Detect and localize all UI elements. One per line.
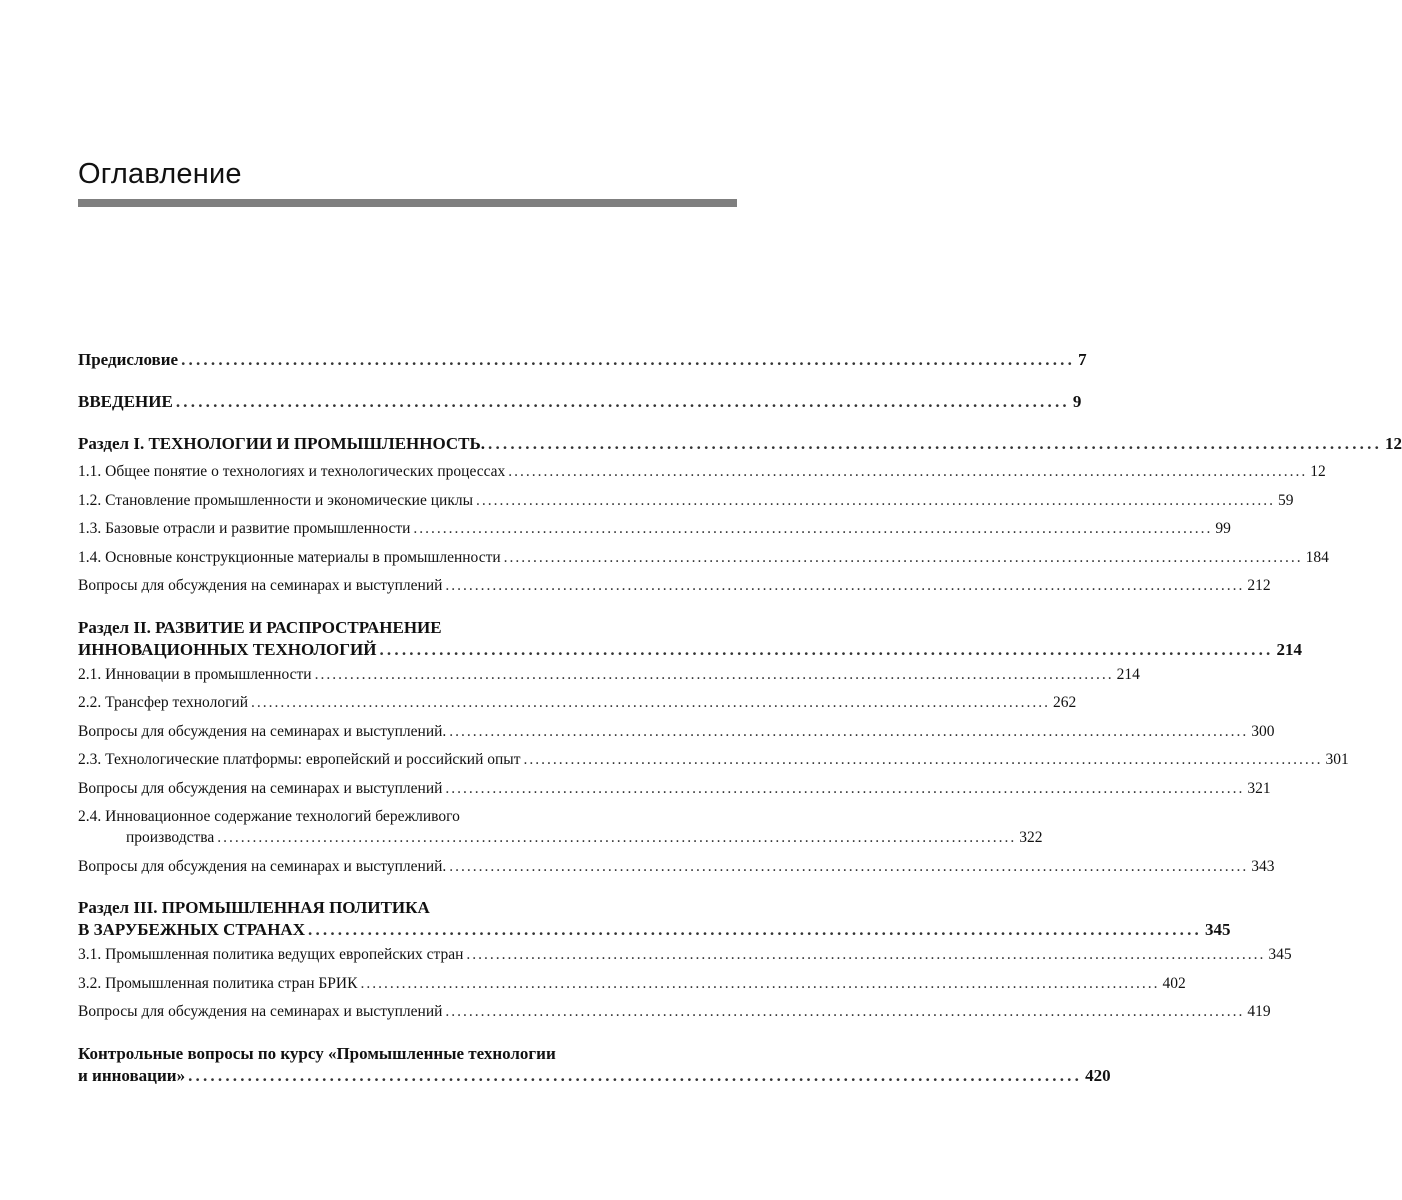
toc-entry-label: 1.2. Становление промышленности и экономические циклы (78, 491, 474, 509)
page-title: Оглавление (78, 158, 242, 190)
dot-leader: ........................................................................................................................................ (503, 548, 1303, 566)
toc-section-title-line: Раздел III. ПРОМЫШЛЕННАЯ ПОЛИТИКА (78, 898, 430, 917)
dot-leader: ........................................................................................................................................ (508, 463, 1308, 480)
toc-entry-label: 2.2. Трансфер технологий (78, 694, 249, 711)
toc-section-title-line: Раздел II. РАЗВИТИЕ И РАСПРОСТРАНЕНИЕ (78, 617, 442, 637)
toc-entry-label: 1.3. Базовые отрасли и развитие промышленности (78, 520, 411, 537)
toc-entry[interactable] (78, 491, 1294, 520)
toc-entry-label: 2.3. Технологические платформы: европейский и российский опыт (78, 751, 521, 768)
dot-leader: ........................................................................................................................ (181, 350, 1076, 369)
toc-entry[interactable] (78, 779, 1271, 808)
toc-entry-label: Раздел I. ТЕХНОЛОГИИ И ПРОМЫШЛЕННОСТЬ. (78, 434, 486, 453)
toc-page-number: 214 (1116, 665, 1140, 683)
toc-section-3[interactable] (78, 895, 1231, 945)
toc-entry-label: Вопросы для обсуждения на семинарах и выступлений (78, 577, 443, 594)
toc-section-title-line: ИННОВАЦИОННЫХ ТЕХНОЛОГИЙ (78, 639, 377, 659)
toc-entry-label: Вопросы для обсуждения на семинарах и выступлений. (78, 857, 447, 875)
toc-page-number: 262 (1053, 694, 1077, 711)
toc-entry[interactable] (78, 462, 1326, 491)
toc-entry-label: Вопросы для обсуждения на семинарах и выступлений (78, 1003, 443, 1020)
toc-section-2[interactable] (78, 615, 1302, 665)
toc-section-title-line: Контрольные вопросы по курсу «Промышленные технологии (78, 1043, 556, 1063)
toc-page-number: 345 (1268, 946, 1292, 963)
toc-section-title-line: и инновации» (78, 1065, 186, 1085)
dot-leader: ........................................................................................................................................ (466, 946, 1266, 963)
toc-entry-label: 1.1. Общее понятие о технологиях и технологических процессах (78, 463, 506, 480)
toc-page-number: 7 (1078, 350, 1087, 369)
toc-entry-label: Вопросы для обсуждения на семинарах и выступлений (78, 779, 443, 797)
toc-page-number: 214 (1276, 639, 1302, 659)
toc-page-number: 322 (1019, 829, 1043, 846)
toc-page-number: 402 (1162, 974, 1186, 992)
dot-leader: ........................................................................................................................................ (251, 694, 1051, 711)
toc-page-number: 345 (1205, 920, 1231, 939)
toc-entry[interactable] (78, 857, 1275, 886)
toc-page-number: 300 (1251, 722, 1275, 740)
toc-entry-label: ВВЕДЕНИЕ (78, 392, 173, 411)
toc-entry-label: 2.1. Инновации в промышленности (78, 665, 312, 683)
dot-leader: ........................................................................................................................ (188, 1065, 1083, 1085)
dot-leader: ........................................................................................................................ (488, 434, 1383, 453)
toc-entry[interactable] (78, 693, 1077, 722)
toc-entry[interactable] (78, 665, 1140, 694)
toc-entry[interactable] (78, 576, 1271, 605)
dot-leader: ........................................................................................................................................ (217, 829, 1017, 846)
dot-leader: ........................................................................................................................................ (449, 722, 1249, 740)
toc-entry-label-continued: производства (126, 829, 215, 846)
toc-page-number: 321 (1247, 779, 1271, 797)
dot-leader: ........................................................................................................................................ (360, 974, 1160, 992)
toc-entry-label: 3.1. Промышленная политика ведущих европейских стран (78, 946, 464, 963)
toc-page-number: 12 (1385, 434, 1402, 453)
toc-entry[interactable] (78, 1002, 1271, 1031)
dot-leader: ........................................................................................................................................ (449, 857, 1249, 875)
toc-entry[interactable] (78, 807, 1043, 857)
dot-leader: ........................................................................................................................................ (314, 665, 1114, 683)
toc-entry-label: 3.2. Промышленная политика стран БРИК (78, 974, 358, 992)
toc-page-number: 99 (1215, 520, 1231, 537)
toc-entry[interactable] (78, 945, 1292, 974)
toc-entry-label: 2.4. Инновационное содержание технологий бережливого (78, 808, 460, 825)
table-of-contents (78, 350, 1402, 1091)
toc-entry[interactable] (78, 722, 1275, 751)
toc-entry[interactable] (78, 750, 1349, 779)
toc-page-number: 419 (1247, 1003, 1271, 1020)
toc-entry[interactable] (78, 974, 1186, 1003)
toc-page-number: 212 (1247, 577, 1271, 594)
toc-page-number: 12 (1310, 463, 1326, 480)
dot-leader: ........................................................................................................................ (308, 920, 1202, 939)
toc-page-number: 420 (1085, 1065, 1111, 1085)
dot-leader: ........................................................................................................................ (175, 392, 1070, 411)
title-rule (78, 199, 737, 207)
toc-page-number: 343 (1251, 857, 1275, 875)
toc-entry-label: Предисловие (78, 350, 179, 369)
toc-page-number: 9 (1072, 392, 1082, 411)
dot-leader: ........................................................................................................................................ (445, 779, 1245, 797)
toc-section-title-line: В ЗАРУБЕЖНЫХ СТРАНАХ (78, 920, 305, 939)
toc-entry[interactable] (78, 519, 1231, 548)
toc-entry[interactable] (78, 548, 1329, 577)
dot-leader: ........................................................................................................................................ (413, 520, 1213, 537)
toc-page-number: 184 (1305, 548, 1329, 566)
toc-page-number: 301 (1325, 751, 1349, 768)
dot-leader: ........................................................................................................................ (379, 639, 1274, 659)
toc-entry-label: 1.4. Основные конструкционные материалы в промышленности (78, 548, 501, 566)
toc-entry-intro[interactable] (78, 392, 1082, 420)
dot-leader: ........................................................................................................................................ (523, 751, 1323, 768)
dot-leader: ........................................................................................................................................ (476, 491, 1276, 509)
dot-leader: ........................................................................................................................................ (445, 1003, 1245, 1020)
toc-section-1[interactable] (78, 434, 1402, 462)
toc-entry-label: Вопросы для обсуждения на семинарах и выступлений. (78, 722, 447, 740)
toc-entry-control-questions[interactable] (78, 1041, 1111, 1091)
toc-entry-preface[interactable] (78, 350, 1087, 378)
toc-page-number: 59 (1278, 491, 1294, 509)
dot-leader: ........................................................................................................................................ (445, 577, 1245, 594)
